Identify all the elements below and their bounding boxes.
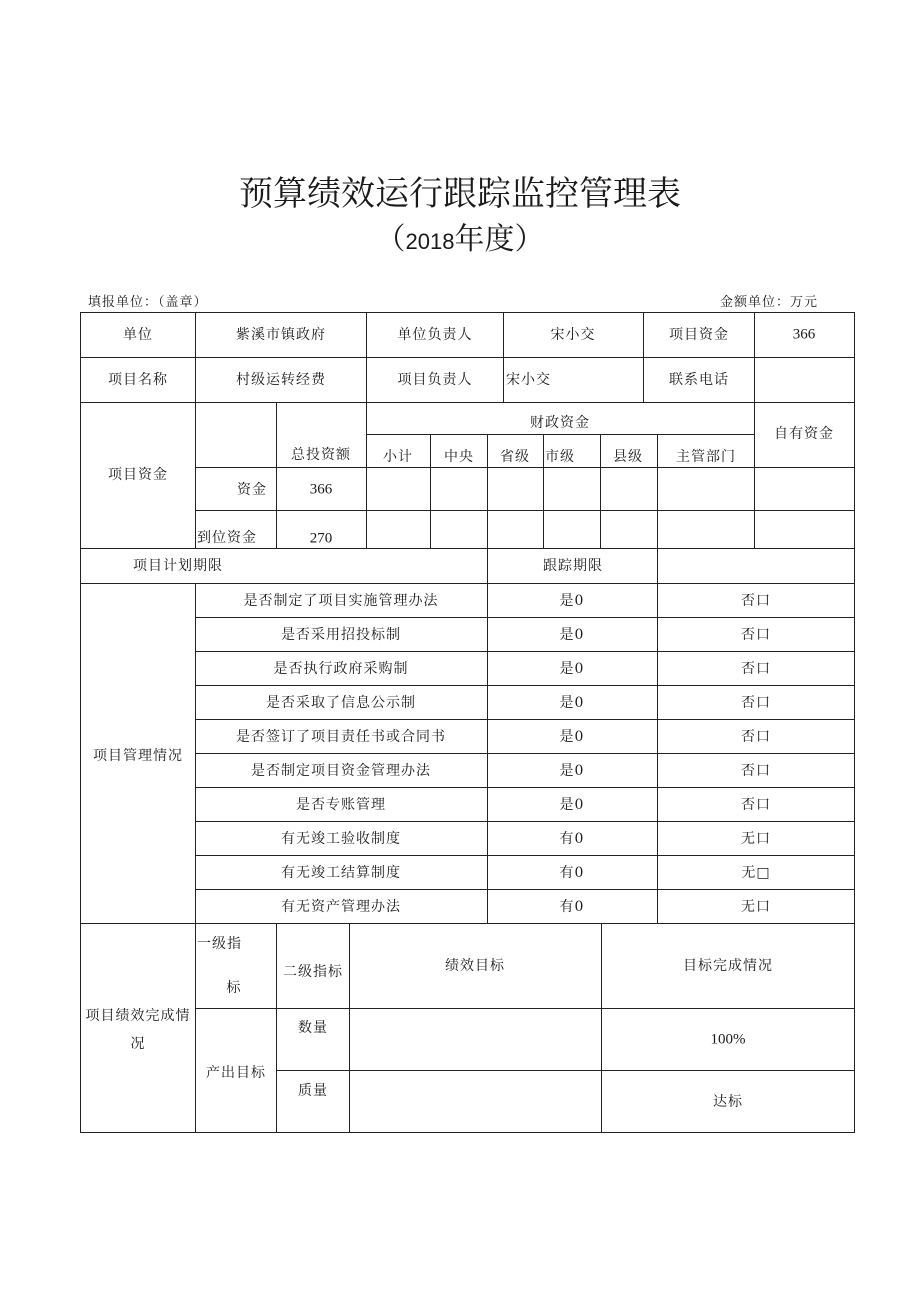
mgmt-question: 是否专账管理 [296, 797, 386, 813]
mgmt-no-option: 否口 [741, 661, 771, 677]
fill-unit-label: 填报单位：（盖章） [88, 295, 208, 310]
mgmt-no-option: 否口 [741, 763, 771, 779]
capital-row-label: 资金 [237, 482, 267, 498]
mgmt-yes-option: 有0 [559, 865, 585, 881]
col-department: 主管部门 [676, 449, 736, 465]
mgmt-no-option: 无口 [741, 899, 771, 915]
project-name-label: 项目名称 [108, 372, 168, 388]
unit-label: 单位 [123, 327, 153, 343]
subtitle-close: ） [514, 222, 545, 257]
page-subtitle [0, 214, 920, 258]
fiscal-funds-label: 财政资金 [530, 415, 590, 431]
project-fund-label: 项目资金 [669, 327, 729, 343]
project-lead-value: 宋小交 [506, 372, 551, 388]
plan-period-label: 项目计划期限 [133, 558, 223, 574]
performance-label-line1: 项目绩效完成情 [85, 1008, 191, 1024]
mgmt-question: 是否执行政府采购制 [273, 661, 409, 677]
own-funds-label: 自有资金 [774, 426, 834, 442]
phone-label: 联系电话 [669, 372, 729, 388]
mgmt-yes-option: 是0 [559, 661, 585, 677]
mgmt-no-option: 无□ [741, 865, 771, 881]
unit-value: 紫溪市镇政府 [236, 327, 326, 343]
mgmt-question: 是否签订了项目责任书或合同书 [236, 729, 446, 745]
mgmt-no-option: 否口 [741, 627, 771, 643]
subtitle-open: （ [375, 222, 406, 257]
mgmt-question: 是否制定了项目实施管理办法 [243, 593, 439, 609]
project-lead-label: 项目负责人 [397, 372, 473, 388]
mgmt-yes-option: 是0 [559, 763, 585, 779]
mgmt-yes-option: 是0 [559, 695, 585, 711]
col-subtotal: 小计 [383, 449, 413, 465]
perf-row-quantity-name: 数量 [298, 1020, 328, 1036]
unit-head-label: 单位负责人 [397, 327, 473, 343]
output-target-label: 产出目标 [206, 1065, 266, 1081]
page-title: 预算绩效运行跟踪监控管理表 [239, 174, 681, 214]
mgmt-no-option: 否口 [741, 593, 771, 609]
track-period-label: 跟踪期限 [543, 558, 603, 574]
perf-row-quantity-completion: 100% [710, 1031, 746, 1048]
mgmt-yes-option: 有0 [559, 899, 585, 915]
mgmt-question: 是否采用招投标制 [281, 627, 401, 643]
mgmt-question: 是否采取了信息公示制 [266, 695, 416, 711]
performance-label-line2: 况 [130, 1036, 146, 1052]
arrived-row-total: 270 [309, 530, 333, 547]
mgmt-question: 有无竣工结算制度 [281, 865, 401, 881]
perf-row-quality-name: 质量 [298, 1083, 328, 1099]
col-province: 省级 [500, 449, 530, 465]
project-fund-value: 366 [792, 326, 816, 343]
monitoring-table [80, 312, 855, 1133]
mgmt-no-option: 否口 [741, 797, 771, 813]
project-name-value: 村级运转经费 [236, 372, 326, 388]
subtitle-year: 2018 [405, 229, 455, 254]
col-city: 市级 [545, 449, 575, 465]
col-county: 县级 [613, 449, 643, 465]
perf-row-quality-completion: 达标 [713, 1094, 743, 1110]
performance-target-header: 绩效目标 [445, 958, 505, 974]
mgmt-yes-option: 有0 [559, 831, 585, 847]
target-completion-header: 目标完成情况 [683, 958, 773, 974]
subtitle-suffix: 年度 [454, 222, 515, 257]
funds-label: 项目资金 [108, 467, 168, 483]
level1-indicator-line1: 一级指 [197, 936, 242, 952]
table-grid [80, 312, 855, 1133]
mgmt-yes-option: 是0 [559, 729, 585, 745]
mgmt-no-option: 否口 [741, 695, 771, 711]
management-label: 项目管理情况 [93, 748, 183, 764]
mgmt-no-option: 否口 [741, 729, 771, 745]
level1-indicator-line2: 标 [226, 980, 242, 996]
amount-unit-label: 金额单位：万元 [720, 295, 819, 310]
mgmt-no-option: 无口 [741, 831, 771, 847]
total-investment-label: 总投资额 [291, 447, 351, 463]
mgmt-question: 有无竣工验收制度 [281, 831, 401, 847]
col-central: 中央 [444, 449, 474, 465]
mgmt-yes-option: 是0 [559, 627, 585, 643]
arrived-row-label: 到位资金 [197, 530, 257, 546]
mgmt-question: 是否制定项目资金管理办法 [251, 763, 431, 779]
level2-indicator-header: 二级指标 [283, 964, 343, 980]
capital-row-total: 366 [309, 481, 333, 498]
unit-head-value: 宋小交 [550, 327, 596, 343]
mgmt-question: 有无资产管理办法 [281, 899, 401, 915]
mgmt-yes-option: 是0 [559, 593, 585, 609]
mgmt-yes-option: 是0 [559, 797, 585, 813]
